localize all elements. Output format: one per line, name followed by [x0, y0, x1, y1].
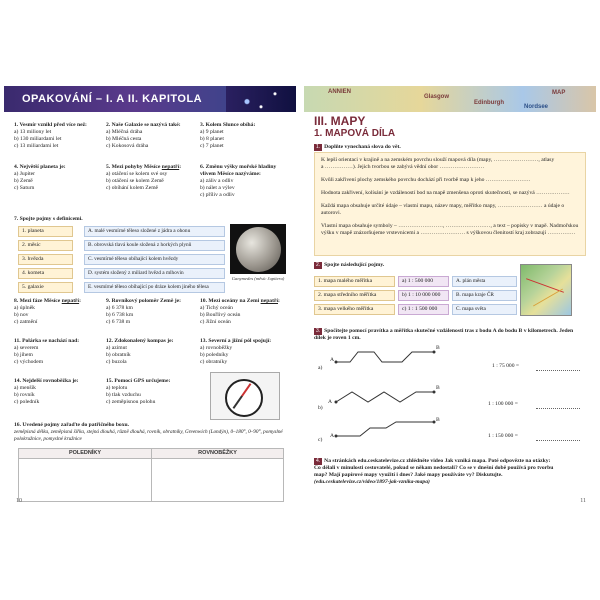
question-8-title: 8. Mezi fáze Měsíce nepatří:: [14, 298, 81, 304]
compass-image: [210, 372, 280, 420]
route-b-scale: 1 : 100 000 =: [488, 401, 518, 407]
point-a-label: A: [330, 433, 335, 439]
exercise-4: 4. Na stránkách edu.ceskatelevize.cz zhlédněte video Jak vzniká mapa. Poté odpovězte na otázky: Co dělali v minulosti cestovatelé, pokud se někam nedostali? Co se v dnešní době používá pro tvorbu map? Mají papírové mapy využití i dnes? Jaké mapy používáte vy? Diskutujte. (edu.ceskatelevize.cz/video/1897-jak-vznika-mapa): [314, 458, 554, 485]
point-a-dot: [335, 401, 338, 404]
question-14: [14, 378, 102, 406]
option[interactable]: c) Kokosová dráha: [106, 143, 149, 149]
ganymede-caption: Ganymedes (měsíc Jupiteru): [231, 276, 285, 281]
option[interactable]: a) 6 378 km: [106, 305, 133, 311]
route-b-label: b): [318, 405, 323, 411]
definition-plan[interactable]: A. plán města: [452, 276, 517, 287]
right-page: [304, 86, 596, 510]
option[interactable]: a) menšík: [14, 385, 36, 391]
map-label: MAP: [552, 90, 566, 96]
option[interactable]: b) Mléčná cesta: [106, 136, 142, 142]
point-b-label: B: [436, 417, 440, 423]
question-16-title: 16. Uvedené pojmy zařaďte do patřičného boxu.: [14, 422, 130, 428]
map-label: ANNIEN: [328, 89, 352, 95]
scale-c[interactable]: c) 1 : 1 500 000: [398, 304, 449, 315]
route-c-answer[interactable]: [536, 440, 580, 441]
route-a-path: [336, 352, 434, 362]
point-a-dot: [335, 361, 338, 364]
question-1: [14, 122, 102, 150]
option[interactable]: b) 8 planet: [200, 136, 224, 142]
question-13-title: 13. Severní a jižní pól spojují:: [200, 338, 272, 344]
option[interactable]: c) zatmění: [14, 319, 38, 325]
map-banner: [304, 86, 596, 112]
option[interactable]: c) zeměpisnou polohu: [106, 399, 156, 405]
route-b-path: [336, 392, 434, 402]
option[interactable]: b) jihem: [14, 352, 33, 358]
term-medium-scale[interactable]: 2. mapa středního měřítka: [314, 290, 395, 301]
question-4: [14, 164, 102, 192]
exercise-2-title: 2. Spojte následující pojmy.: [316, 262, 385, 268]
ganymede-image: [230, 224, 286, 274]
option[interactable]: a) severem: [14, 345, 39, 351]
route-a-label: a): [318, 365, 323, 371]
question-9: [106, 298, 198, 326]
question-1-title: 1. Vesmír vznikl před více než:: [14, 122, 87, 128]
option[interactable]: b) Bouřlivý oceán: [200, 312, 241, 318]
question-11: [14, 338, 102, 366]
point-a-dot: [335, 435, 338, 438]
question-15-title: 15. Pomocí GPS určujeme:: [106, 378, 171, 384]
route-c-label: c): [318, 437, 323, 443]
definition-c[interactable]: C. vesmírné těleso obíhající kolem hvězdy: [84, 254, 225, 265]
map-label: Glasgow: [424, 94, 450, 100]
exercise-1-box: [314, 152, 586, 256]
question-4-title: 4. Největší planeta je:: [14, 164, 66, 170]
option[interactable]: a) 9 planet: [200, 129, 224, 135]
option[interactable]: a) teplotu: [106, 385, 128, 391]
point-b-label: B: [436, 345, 440, 351]
term-large-scale[interactable]: 3. mapa velkého měřítka: [314, 304, 395, 315]
question-7-title: 7. Spojte pojmy s definicemi.: [14, 216, 83, 222]
left-page: [4, 86, 296, 510]
option[interactable]: a) Jupiter: [14, 171, 35, 177]
option[interactable]: c) 7 planet: [200, 143, 224, 149]
map-road: [533, 289, 563, 307]
option[interactable]: c) východem: [14, 359, 44, 365]
term-hvezda[interactable]: 3. hvězda: [18, 254, 73, 265]
option[interactable]: b) obratník: [106, 352, 131, 358]
option[interactable]: a) 13 miliony let: [14, 129, 52, 135]
option[interactable]: c) obíhání kolem Země: [106, 185, 159, 191]
option[interactable]: b) otáčení se kolem Země: [106, 178, 164, 184]
route-a: [330, 348, 450, 368]
left-banner-title: OPAKOVÁNÍ – I. A II. KAPITOLA: [22, 93, 203, 105]
question-3-title: 3. Kolem Slunce obíhá:: [200, 122, 256, 128]
question-8: [14, 298, 102, 326]
term-mesic[interactable]: 2. měsíc: [18, 240, 73, 251]
option[interactable]: c) 6 738 m: [106, 319, 131, 325]
scale-a[interactable]: a) 1 : 500 000: [398, 276, 449, 287]
definition-d[interactable]: D. systém složený z miliard hvězd a mlhovin: [84, 268, 225, 279]
question-12-title: 12. Zdokonalený kompas je:: [106, 338, 174, 344]
exercise-3-title: 3. Spočítejte pomocí pravítka a měřítka skutečné vzdálenosti tras z bodu A do bodu B v kilometrech. Jeden dílek je roven 1 cm.: [314, 328, 574, 341]
right-banner-title: III. MAPY: [314, 114, 366, 128]
question-16: [14, 422, 290, 442]
option[interactable]: c) buzola: [106, 359, 127, 365]
sort-table: [18, 448, 284, 502]
definition-a[interactable]: A. malé vesmírné těleso složené z jádra a ohonu: [84, 226, 225, 237]
route-b: [330, 386, 450, 406]
option[interactable]: c) Jižní oceán: [200, 319, 231, 325]
map-label: Nordsee: [524, 104, 549, 110]
question-13: [200, 338, 294, 366]
question-10-title: 10. Mezi oceány na Zemi nepatří:: [200, 298, 280, 304]
point-a-label: A: [328, 399, 333, 405]
question-3: [200, 122, 290, 150]
page-number-left: 10: [16, 498, 22, 504]
scale-b[interactable]: b) 1 : 10 000 000: [398, 290, 449, 301]
option[interactable]: c) 13 miliardami let: [14, 143, 59, 149]
moon-shape: [236, 227, 281, 272]
route-c-scale: 1 : 150 000 =: [488, 433, 518, 439]
column-poledniky: POLEDNÍKY: [19, 449, 152, 459]
option[interactable]: b) nálet a výlev: [200, 185, 235, 191]
option[interactable]: a) rovnoběžky: [200, 345, 233, 351]
route-b-answer[interactable]: [536, 408, 580, 409]
route-c: [330, 418, 450, 438]
exercise-1-text[interactable]: K lepší orientaci v krajině a na zemském povrchu slouží mapová díla (mapy, ……………………, atlasy a ……………). Jejich tvorbou se zabývá vědní obor …………………… Kvůli zakřivení plochy zemského povrchu dochází při tvorbě map k jeho …………………… Hodnota zakřivení, kolísání je vzdáleností bod na mapě zmenšena oproti skutečnosti, se nazývá ……………… Každá mapa obsahuje určité údaje – vlastní mapu, název mapy, měřítko mapy, …………………… a údaje o autorovi. Vlastní mapa obsahuje symboly – ……………………, ……………………, a text – popisky v mapě. Nadmořskou výšku v mapě znázorňujeme vrstevnicemi a …………………… s výškovou členitostí kraj zobrazují ……………: [321, 157, 579, 236]
question-9-title: 9. Rovníkový poloměr Země je:: [106, 298, 181, 304]
term-planeta[interactable]: 1. planeta: [18, 226, 73, 237]
question-15: [106, 378, 198, 406]
option[interactable]: c) Saturn: [14, 185, 35, 191]
exercise-1-title: 1. Doplňte vynechaná slova do vět.: [316, 144, 401, 150]
question-10: [200, 298, 294, 326]
term-kometa[interactable]: 4. kometa: [18, 268, 73, 279]
option[interactable]: b) poledníky: [200, 352, 229, 358]
point-a-label: A: [330, 357, 335, 363]
option[interactable]: b) nov: [14, 312, 29, 318]
column-rovnobezky: ROVNOBĚŽKY: [152, 449, 283, 459]
option[interactable]: a) azimut: [106, 345, 127, 351]
question-5: [106, 164, 196, 192]
city-map-image: [520, 264, 572, 316]
question-6: [200, 164, 292, 199]
option[interactable]: a) otáčení se kolem své osy: [106, 171, 168, 177]
route-a-scale: 1 : 75 000 =: [492, 363, 520, 369]
option[interactable]: c) poledník: [14, 399, 40, 405]
route-c-path: [336, 422, 434, 436]
option[interactable]: c) obratníky: [200, 359, 228, 365]
term-galaxie[interactable]: 5. galaxie: [18, 282, 73, 293]
question-2: [106, 122, 196, 150]
question-16-terms: zeměpisná délka, zeměpisná šířka, stejná dlouhá, různě dlouhá, rovník, obratníky, Greenwich (Londýn), 0–180°, 0–90°, pomyslné polokružnice, pomyslné kružnice: [14, 429, 283, 442]
definition-b[interactable]: B. obrovská tlavá koule složená z horkých plynů: [84, 240, 225, 251]
question-6-title: 6. Změnu výšky mořské hladiny vlivem Měsíce nazýváme:: [200, 164, 277, 177]
drop-zone-poledniky[interactable]: [19, 459, 151, 501]
left-banner: [4, 86, 296, 112]
option[interactable]: b) 6 738 km: [106, 312, 134, 318]
question-12: [106, 338, 198, 366]
question-14-title: 14. Nejdelší rovnoběžka je:: [14, 378, 79, 384]
option[interactable]: b) rovník: [14, 392, 35, 398]
question-11-title: 11. Polárka se nachází nad:: [14, 338, 80, 344]
option[interactable]: a) Mléčná dráha: [106, 129, 143, 135]
page-number-right: 11: [580, 498, 586, 504]
option[interactable]: b) Země: [14, 178, 33, 184]
option[interactable]: a) Tichý oceán: [200, 305, 233, 311]
option[interactable]: a) úplněk: [14, 305, 35, 311]
option[interactable]: b) tlak vzduchu: [106, 392, 141, 398]
point-b-label: B: [436, 385, 440, 391]
option[interactable]: c) příliv a odliv: [200, 192, 235, 198]
term-small-scale[interactable]: 1. mapa malého měřítka: [314, 276, 395, 287]
question-2-title: 2. Naše Galaxie se nazývá také:: [106, 122, 181, 128]
drop-zone-rovnobezky[interactable]: [152, 459, 283, 501]
question-5-title: 5. Mezi pohyby Měsíce nepatří:: [106, 164, 182, 170]
option[interactable]: b) 130 miliardami let: [14, 136, 62, 142]
section-title: 1. MAPOVÁ DÍLA: [314, 128, 396, 139]
definition-region[interactable]: B. mapa kraje ČR: [452, 290, 517, 301]
route-a-answer[interactable]: [536, 370, 580, 371]
space-image: [226, 86, 296, 112]
option[interactable]: a) záliv a odliv: [200, 178, 234, 184]
definition-world[interactable]: C. mapa světa: [452, 304, 517, 315]
definition-e[interactable]: E. vesmírné těleso obíhající po dráze kolem jiného tělesa: [84, 282, 225, 293]
map-label: Edinburgh: [474, 100, 504, 106]
compass-dial: [225, 379, 263, 417]
